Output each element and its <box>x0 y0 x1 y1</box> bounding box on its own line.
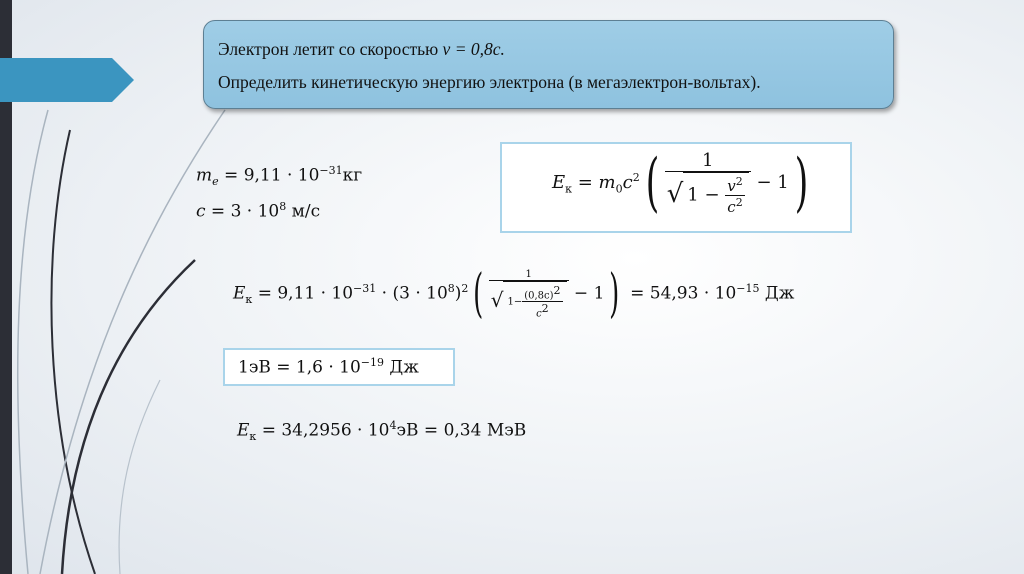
given-values <box>196 158 362 225</box>
electron-mass: $m_e = 9,11 \cdot 10^{-31}кг$ <box>196 164 363 189</box>
electronvolt-conversion: $1эВ = 1,6 \cdot 10^{-19}$ Дж <box>238 356 419 378</box>
final-result: $E_к = 34,2956 \cdot 10^4эВ = 0,34$ МэВ <box>237 419 527 444</box>
arrow-marker-icon <box>0 58 134 102</box>
calc-fraction: 1 √ 1− $\frac{(0,8c)^2}{c^2}$ <box>489 269 569 320</box>
task-statement-box <box>203 20 894 109</box>
task-line-2: Определить кинетическую энергию электрона (в мегаэлектрон-вольтах). <box>218 72 761 92</box>
kinetic-energy-formula: $E_к = m_0c^2$( 1 √ 1 − $\frac{v^2}{c^2}$ − 1) <box>552 146 809 220</box>
task-line-1-text: Электрон летит со скоростью <box>218 39 443 59</box>
speed-of-light: $c = 3 \cdot 10^8$ м/с <box>196 200 321 222</box>
formula-fraction: 1 √ 1 − $\frac{v^2}{c^2}$ <box>665 150 751 216</box>
energy-calculation: $E_к = 9,11 \cdot 10^{-31} \cdot (3 \cdot 10^8)^2$( 1 √ 1− $\frac{(0,8c)^2}{c^2}$ − $1) = 54,93 \cdot 10^{-15}$ Дж <box>233 264 795 324</box>
task-line-1 <box>218 33 879 66</box>
task-velocity-formula: v = 0,8c. <box>442 39 505 59</box>
